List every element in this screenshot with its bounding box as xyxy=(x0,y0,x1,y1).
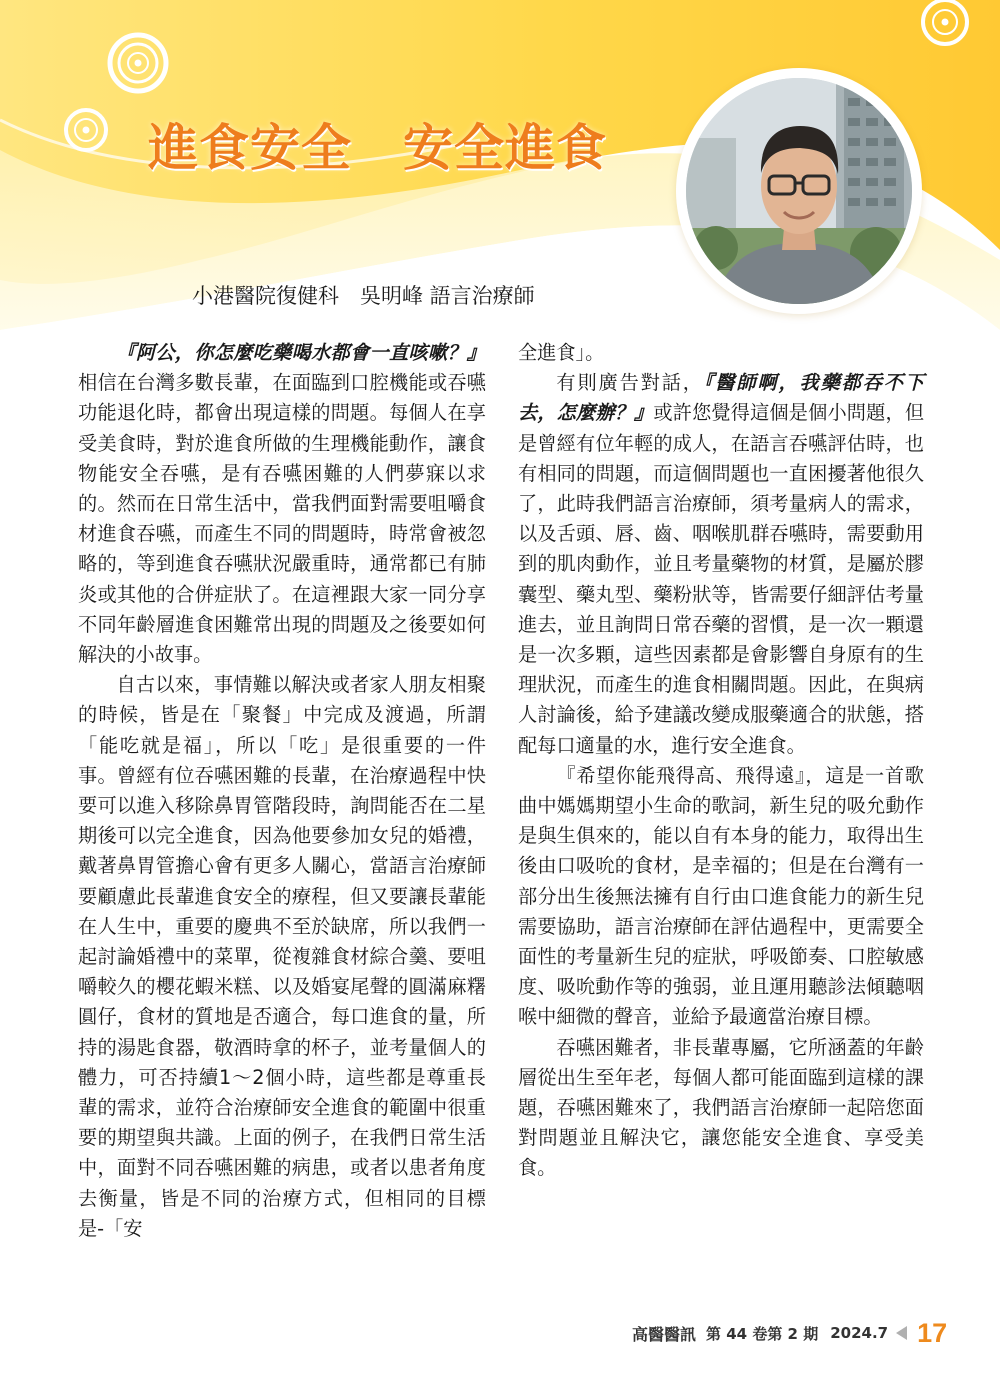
body-text: 吞嚥困難者，非長輩專屬，它所涵蓋的年齡層從出生至年老，每個人都可能面臨到這樣的課題，吞嚥困難來了，我們語言治療師一起陪您面對問題並且解決它，讓您能安全進食、享受美食。 xyxy=(518,1035,924,1180)
page-number: 17 xyxy=(917,1317,948,1348)
paragraph xyxy=(518,761,924,1033)
quote-text: 『醫師啊，我藥都吞不下去，怎麼辦？』 xyxy=(518,371,924,425)
body-text: 全進食」。 xyxy=(518,341,605,364)
triangle-icon xyxy=(896,1326,907,1340)
body-text: 『希望你能飛得高、飛得遠』，這是一首歌曲中媽媽期望小生命的歌詞，新生兒的吸允動作是與生俱來的，能以自有本身的能力，取得出生後由口吸吮的食材，是幸福的；但是在台灣有一部分出生後無法擁有自行由口進食能力的新生兒需要協助，語言治療師在評估過程中，更需要全面性的考量新生兒的症狀，呼吸節奏、口腔敏感度、吸吮動作等的強弱，並且運用聽診法傾聽咽喉中細微的聲音，並給予最適當治療目標。 xyxy=(518,763,924,1029)
author-photo xyxy=(686,78,912,304)
paragraph xyxy=(78,670,486,1244)
body-text: 自古以來，事情難以解決或者家人朋友相聚的時候，皆是在「聚餐」中完成及渡過，所謂「能吃就是福」，所以「吃」是很重要的一件事。曾經有位吞嚥困難的長輩，在治療過程中快要可以進入移除鼻胃管階段時，詢問能否在二星期後可以完全進食，因為他要參加女兒的婚禮，戴著鼻胃管擔心會有更多人關心，當語言治療師要顧慮此長輩進食安全的療程，但又要讓長輩能在人生中，重要的慶典不至於缺席，所以我們一起討論婚禮中的菜單，從複雜食材綜合羹、要咀嚼較久的櫻花蝦米糕、以及婚宴尾聲的圓滿麻糬圓仔，食材的質地是否適合，每口進食的量，所持的湯匙食器，敬酒時拿的杯子，並考量個人的體力，可否持續1～2個小時，這些都是尊重長輩的需求，並符合治療師安全進食的範圍中很重要的期望與共識。上面的例子，在我們日常生活中，面對不同吞嚥困難的病患，或者以患者角度去衡量，皆是不同的治療方式，但相同的目標是-「安 xyxy=(78,673,486,1240)
page-footer xyxy=(632,1318,947,1348)
body-text: 或許您覺得這個是個小問題，但是曾經有位年輕的成人，在語言吞嚥評估時，也有相同的問題，而這個問題也一直困擾著他很久了，此時我們語言治療師，須考量病人的需求，以及舌頭、唇、齒、咽喉肌群吞嚥時，需要動用到的肌肉動作，並且考量藥物的材質，是屬於膠囊型、藥丸型、藥粉狀等，皆需要仔細評估考量進去，並且詢問日常吞藥的習慣，是一次一顆還是一次多顆，這些因素都是會影響自身原有的生理狀況，而產生的進食相關問題。因此，在與病人討論後，給予建議改變成服藥適合的狀態，搭配每口適量的水，進行安全進食。 xyxy=(518,401,925,757)
magazine-name: 高醫醫訊 xyxy=(632,1324,697,1344)
paragraph xyxy=(78,338,486,670)
paragraph xyxy=(518,1033,924,1184)
paragraph xyxy=(518,368,924,761)
body-column-left xyxy=(78,338,486,1244)
paragraph xyxy=(518,338,924,368)
quote-text: 『阿公，你怎麼吃藥喝水都會一直咳嗽？』 xyxy=(116,341,486,364)
body-text: 有則廣告對話， xyxy=(556,371,704,395)
author-photo-frame xyxy=(676,68,922,314)
issue-number: 第 44 卷第 2 期 xyxy=(706,1324,819,1343)
body-text: 相信在台灣多數長輩，在面臨到口腔機能或吞嚥功能退化時，都會出現這樣的問題。每個人在享受美食時，對於進食所做的生理機能動作，讓食物能安全吞嚥，是有吞嚥困難的人們夢寐以求的。然而在日常生活中，當我們面對需要咀嚼食材進食吞嚥，而產生不同的問題時，時常會被忽略的，等到進食吞嚥狀況嚴重時，通常都已有肺炎或其他的合併症狀了。在這裡跟大家一同分享不同年齡層進食困難常出現的問題及之後要如何解決的小故事。 xyxy=(78,371,486,667)
author-byline: 小港醫院復健科 吳明峰 語言治療師 xyxy=(192,284,535,308)
body-column-right xyxy=(518,338,924,1184)
article-title: 進食安全 安全進食 xyxy=(148,119,607,177)
issue-date: 2024.7 xyxy=(830,1324,889,1342)
